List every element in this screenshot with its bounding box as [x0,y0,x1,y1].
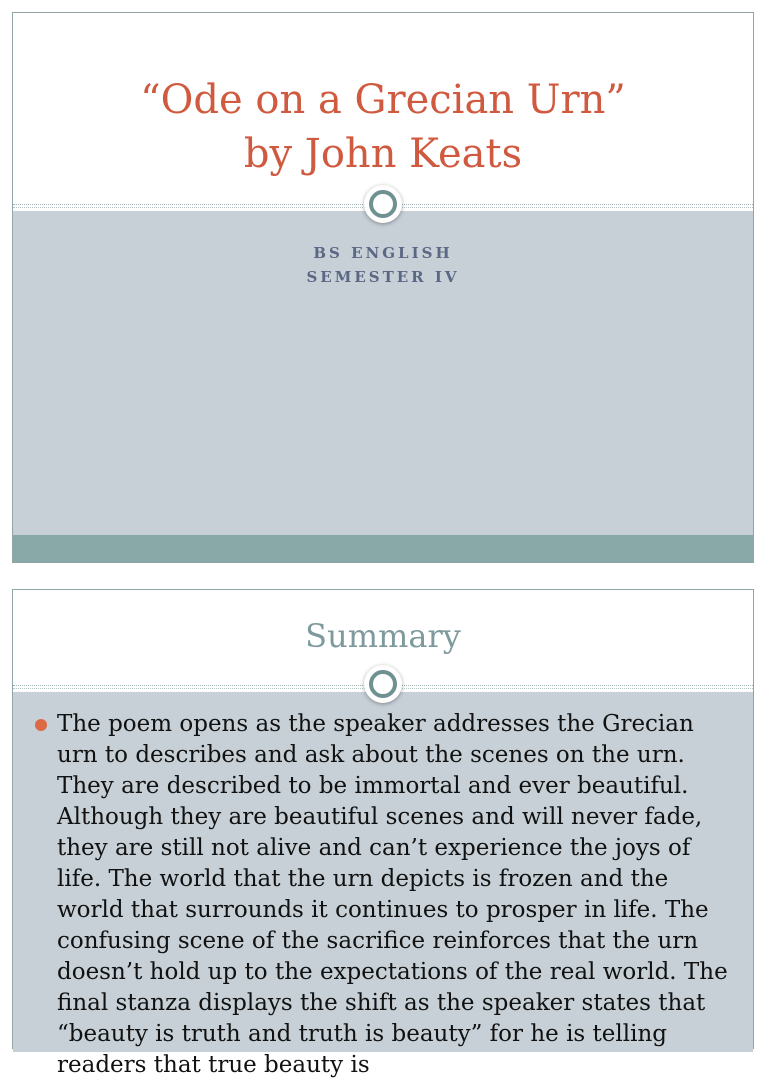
slide-subtitle [13,241,753,289]
title-area [13,13,753,204]
bullet-text: The poem opens as the speaker addresses the Grecian urn to describes and ask about the scenes on the urn. They are described to be immortal and ever beautiful. Although they are beautiful scenes and will never fade, they are still not alive and can’t experience the joys of life. The world that the urn depicts is frozen and the world that surrounds it continues to prosper in life. The confusing scene of the sacrifice reinforces that the urn doesn’t hold up to the expectations of the real world. The final stanza displays the shift as the speaker states that “beauty is truth and truth is beauty” for he is telling readers that true beauty is [57,711,728,1078]
bullet-list [33,709,733,1081]
ring-circle-icon [364,665,402,703]
slide-title [13,73,753,181]
bullet-dot-icon [35,719,47,731]
ring-circle-icon [364,185,402,223]
slide-title: Summary [305,617,461,655]
bullet-item [33,709,733,1081]
bottom-band [13,535,753,562]
title-line-1: “Ode on a Grecian Urn” [140,77,626,123]
title-slide [12,12,754,563]
subtitle-line-2: SEMESTER IV [306,268,460,286]
subtitle-line-1: BS ENGLISH [313,244,453,262]
summary-slide [12,589,754,1078]
title-line-2: by John Keats [243,131,523,177]
